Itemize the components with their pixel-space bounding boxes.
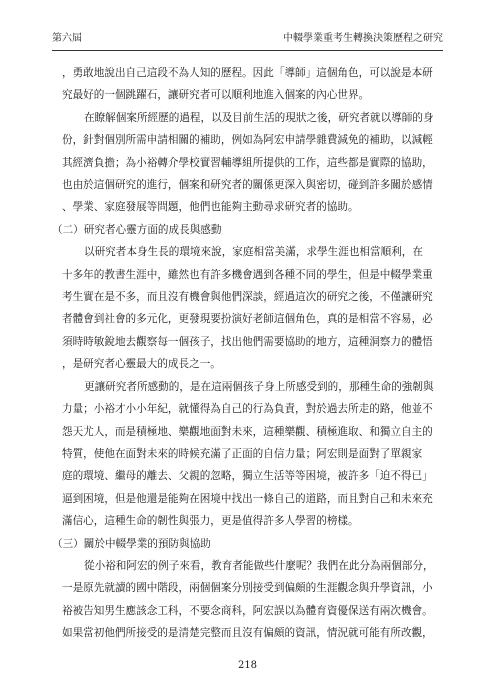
body-text — [52, 62, 439, 645]
text-line: 滿信心，這種生命的韌性與張力，更是值得許多人學習的榜樣。 — [62, 515, 359, 528]
header-edition: 第六屆 — [52, 33, 82, 44]
text-line: 究最好的一個跳躍石，讓研究者可以順利地進入個案的內心世界。 — [62, 89, 370, 102]
text-line: 怨天尤人，而是積極地、樂觀地面對未來，這種樂觀、積極進取、和獨立自主的 — [62, 425, 433, 438]
page-number: 218 — [237, 660, 258, 671]
text-line: 特質，使他在面對未來的時候充滿了正面的自信力量；阿宏則是面對了單親家 — [62, 447, 423, 460]
text-line: 從小裕和阿宏的例子來看，教育者能做些什麼呢？我們在此分為兩個部分， — [84, 559, 434, 572]
text-line: 在瞭解個案所經歷的過程，以及目前生活的現狀之後，研究者就以導師的身 — [84, 111, 434, 124]
text-line: 份，針對個別所需申請相關的補助，例如為阿宏申請學雜費減免的補助，以減輕 — [62, 134, 433, 147]
text-line: ，勇敢地說出自己這段不為人知的歷程。因此「導師」這個角色，可以說是本研 — [62, 67, 433, 79]
text-line: 逼到困境，但是他還是能夠在困境中找出一條自己的道路，而且對自己和未來充 — [62, 492, 433, 505]
text-line: 以研究者本身生長的環境來說，家庭相當美滿，求學生涯也相當順利，在 — [84, 246, 423, 259]
text-line: 十多年的教書生涯中，雖然也有許多機會遇到各種不同的學生，但是中輟學業重 — [62, 268, 433, 281]
text-line: 一是原先就讀的國中階段，兩個個案分別接受到偏頗的生涯觀念與升學資訊，小 — [62, 582, 433, 595]
text-line: 裕被告知男生應該念工科，不要念商科，阿宏誤以為體育資優保送有兩次機會。 — [62, 604, 433, 617]
section-heading: （二）研究者心靈方面的成長與感動 — [52, 223, 222, 236]
text-line: 更讓研究者所感動的，是在這兩個孩子身上所感受到的，那種生命的強韌與 — [84, 380, 434, 393]
header-rule — [52, 50, 443, 51]
text-line: 庭的環境、繼母的離去、父親的忽略，獨立生活等等困境，被許多「迫不得已」 — [62, 470, 433, 483]
text-line: 者體會到社會的多元化，更發現要扮演好老師這個角色，真的是相當不容易，必 — [62, 313, 433, 326]
text-line: 其經濟負擔；為小裕轉介學校實習輔導組所提供的工作，這些都是實際的協助， — [62, 156, 433, 169]
running-header — [52, 30, 443, 48]
section-heading: （三）關於中輟學業的預防與協助 — [52, 537, 211, 550]
text-line: 、學業、家庭發展等問題，他們也能夠主動尋求研究者的協助。 — [62, 201, 359, 214]
header-title: 中輟學業重考生轉換決策歷程之研究 — [283, 33, 443, 44]
text-line: 如果當初他們所接受的是清楚完整而且沒有偏頗的資訊，情況就可能有所改觀， — [62, 627, 433, 640]
text-line: 考生實在是不多，而且沒有機會與他們深談，經過這次的研究之後，不僅讓研究 — [62, 291, 433, 304]
text-line: 須時時敏銳地去觀察每一個孩子，找出他們需要協助的地方，這種洞察力的體悟 — [62, 335, 433, 348]
text-line: 也由於這個研究的進行，個案和研究者的關係更深入與密切，碰到許多關於感情 — [62, 179, 433, 192]
text-line: 力量；小裕才小小年紀，就懂得為自己的行為負責，對於過去所走的路，他並不 — [62, 403, 433, 416]
text-line: ，是研究者心靈最大的成長之一。 — [62, 358, 221, 371]
